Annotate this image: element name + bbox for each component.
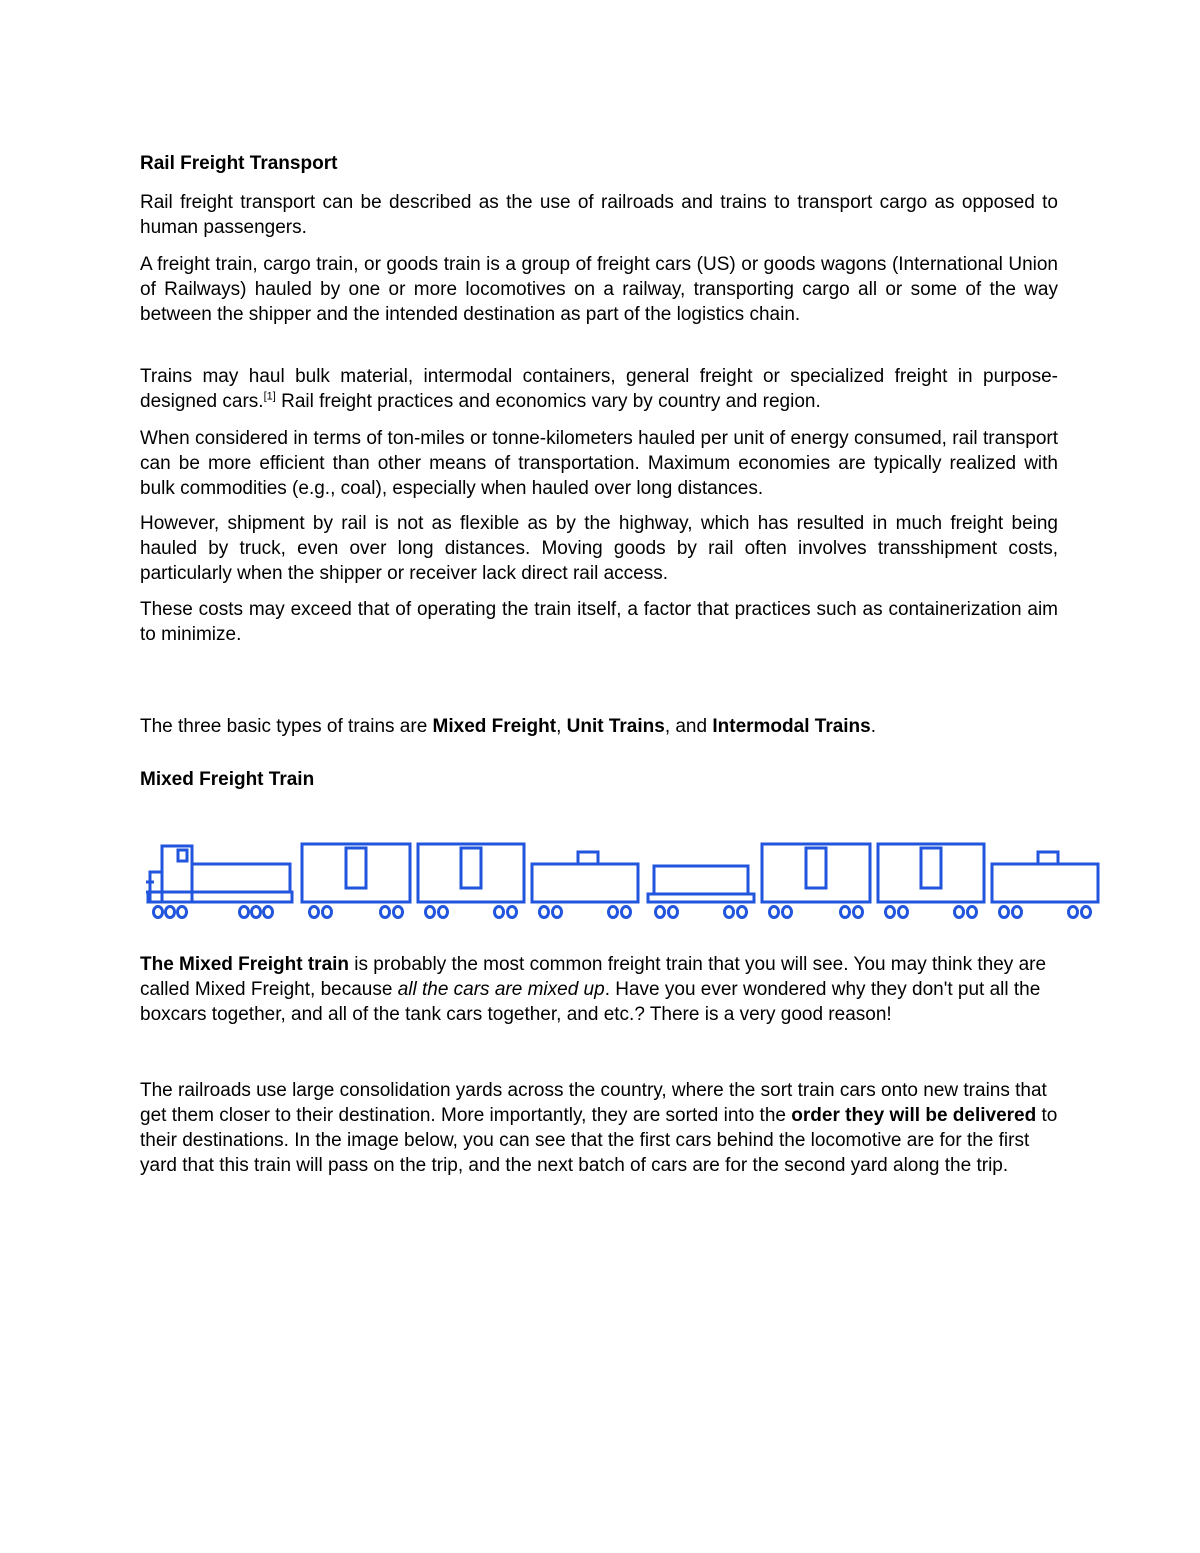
locomotive-frame — [148, 892, 292, 902]
locomotive-wheel — [252, 907, 261, 918]
tank-car-wheel — [1069, 907, 1078, 918]
flatcar-load — [654, 866, 748, 894]
boxcar-wheel — [426, 907, 435, 918]
locomotive-wheel — [166, 907, 175, 918]
boxcar-wheel — [968, 907, 977, 918]
locomotive-wheel — [240, 907, 249, 918]
flatcar-deck — [648, 894, 754, 902]
boxcar-wheel — [770, 907, 779, 918]
text: , and — [664, 716, 713, 737]
tank-car-wheel — [1000, 907, 1009, 918]
tank-car-wheel — [553, 907, 562, 918]
boxcar-wheel — [323, 907, 332, 918]
train-type-unit: Unit Trains — [566, 716, 665, 737]
tank-car-dome — [1038, 852, 1058, 864]
boxcar-body — [878, 844, 984, 902]
paragraph-mixed-freight — [140, 952, 1070, 1027]
train-type-intermodal: Intermodal Trains — [712, 716, 871, 737]
emphasis-delivery-order: order they will be delivered — [791, 1105, 1037, 1126]
boxcar-door — [461, 848, 481, 888]
tank-car-wheel — [540, 907, 549, 918]
boxcar-wheel — [899, 907, 908, 918]
boxcar-door — [806, 848, 826, 888]
emphasis-text: all the cars are mixed up — [397, 979, 605, 1000]
boxcar-door — [921, 848, 941, 888]
document-title: Rail Freight Transport — [140, 153, 338, 174]
paragraph-definition: Rail freight transport can be described as the use of railroads and trains to transport cargo as opposed to human passengers. — [140, 192, 1058, 238]
boxcar-wheel — [310, 907, 319, 918]
locomotive-window — [178, 850, 187, 861]
boxcar-wheel — [886, 907, 895, 918]
text: . Have you ever wondered why they don't put all the boxcars together, and all of the tank cars together, and etc.? There is a very good reason! — [140, 979, 1041, 1025]
tank-car-body — [992, 864, 1098, 902]
paragraph-efficiency: When considered in terms of ton-miles or tonne-kilometers hauled per unit of energy consumed, rail transport can be more efficient than other means of transportation. Maximum economies are typically realized with bulk commodities (e.g., coal), especially when hauled over long distances. — [140, 428, 1058, 499]
paragraph-costs: These costs may exceed that of operating the train itself, a factor that practices such as containerization aim to minimize. — [140, 599, 1058, 645]
flatcar-wheel — [725, 907, 734, 918]
boxcar-wheel — [439, 907, 448, 918]
paragraph-flexibility: However, shipment by rail is not as flexible as by the highway, which has resulted in much freight being hauled by truck, even over long distances. Moving goods by rail often involves transshipment costs, particularly when the shipper or receiver lack direct rail access. — [140, 513, 1058, 584]
paragraph-train-types — [140, 714, 1058, 739]
train-svg — [142, 836, 1102, 928]
flatcar-wheel — [738, 907, 747, 918]
boxcar-wheel — [495, 907, 504, 918]
boxcar-body — [762, 844, 870, 902]
locomotive-wheel — [264, 907, 273, 918]
paragraph-text: Rail freight practices and economics vary by country and region. — [275, 391, 821, 412]
boxcar-wheel — [508, 907, 517, 918]
paragraph-consolidation-yards — [140, 1078, 1070, 1178]
tank-car-wheel — [609, 907, 618, 918]
text: is probably the most common freight train that you will see. You may think they are called Mixed Freight, because — [140, 954, 1047, 1000]
mixed-freight-train-illustration — [142, 836, 1102, 928]
train-type-mixed: Mixed Freight — [432, 716, 557, 737]
boxcar-wheel — [783, 907, 792, 918]
text: to their destinations. In the image below, you can see that the first cars behind the locomotive are for the first yard that this train will pass on the trip, and the next batch of cars are for the second yard along the trip. — [140, 1105, 1058, 1176]
paragraph-text: Trains may haul bulk material, intermodal containers, general freight or specialized freight in purpose-designed cars. — [140, 366, 1058, 412]
text: , — [556, 716, 567, 737]
locomotive-wheel — [154, 907, 163, 918]
section-heading: Mixed Freight Train — [140, 769, 315, 790]
boxcar-wheel — [854, 907, 863, 918]
citation-link[interactable]: [1] — [263, 390, 276, 403]
text: The three basic types of trains are — [140, 716, 433, 737]
paragraph-freight-train: A freight train, cargo train, or goods train is a group of freight cars (US) or goods wagons (International Union of Railways) hauled by one or more locomotives on a railway, transporting cargo all or some of the way between the shipper and the intended destination as part of the logistics chain. — [140, 254, 1058, 325]
text: . — [870, 716, 877, 737]
boxcar-wheel — [381, 907, 390, 918]
text: The railroads use large consolidation yards across the country, where the sort train cars onto new trains that get them closer to their destination. More importantly, they are sorted into the — [140, 1080, 1047, 1126]
flatcar-wheel — [669, 907, 678, 918]
locomotive-wheel — [178, 907, 187, 918]
locomotive-nose — [150, 872, 162, 902]
boxcar-wheel — [394, 907, 403, 918]
boxcar-door — [346, 848, 366, 888]
boxcar-body — [302, 844, 410, 902]
tank-car-wheel — [1082, 907, 1091, 918]
boxcar-wheel — [955, 907, 964, 918]
locomotive-hood — [192, 864, 290, 892]
tank-car-wheel — [1013, 907, 1022, 918]
boxcar-body — [418, 844, 524, 902]
paragraph-cargo-types — [140, 364, 1058, 414]
boxcar-wheel — [841, 907, 850, 918]
flatcar-wheel — [656, 907, 665, 918]
tank-car-dome — [578, 852, 598, 864]
tank-car-wheel — [622, 907, 631, 918]
tank-car-body — [532, 864, 638, 902]
term-mixed-freight: The Mixed Freight train — [140, 954, 350, 975]
